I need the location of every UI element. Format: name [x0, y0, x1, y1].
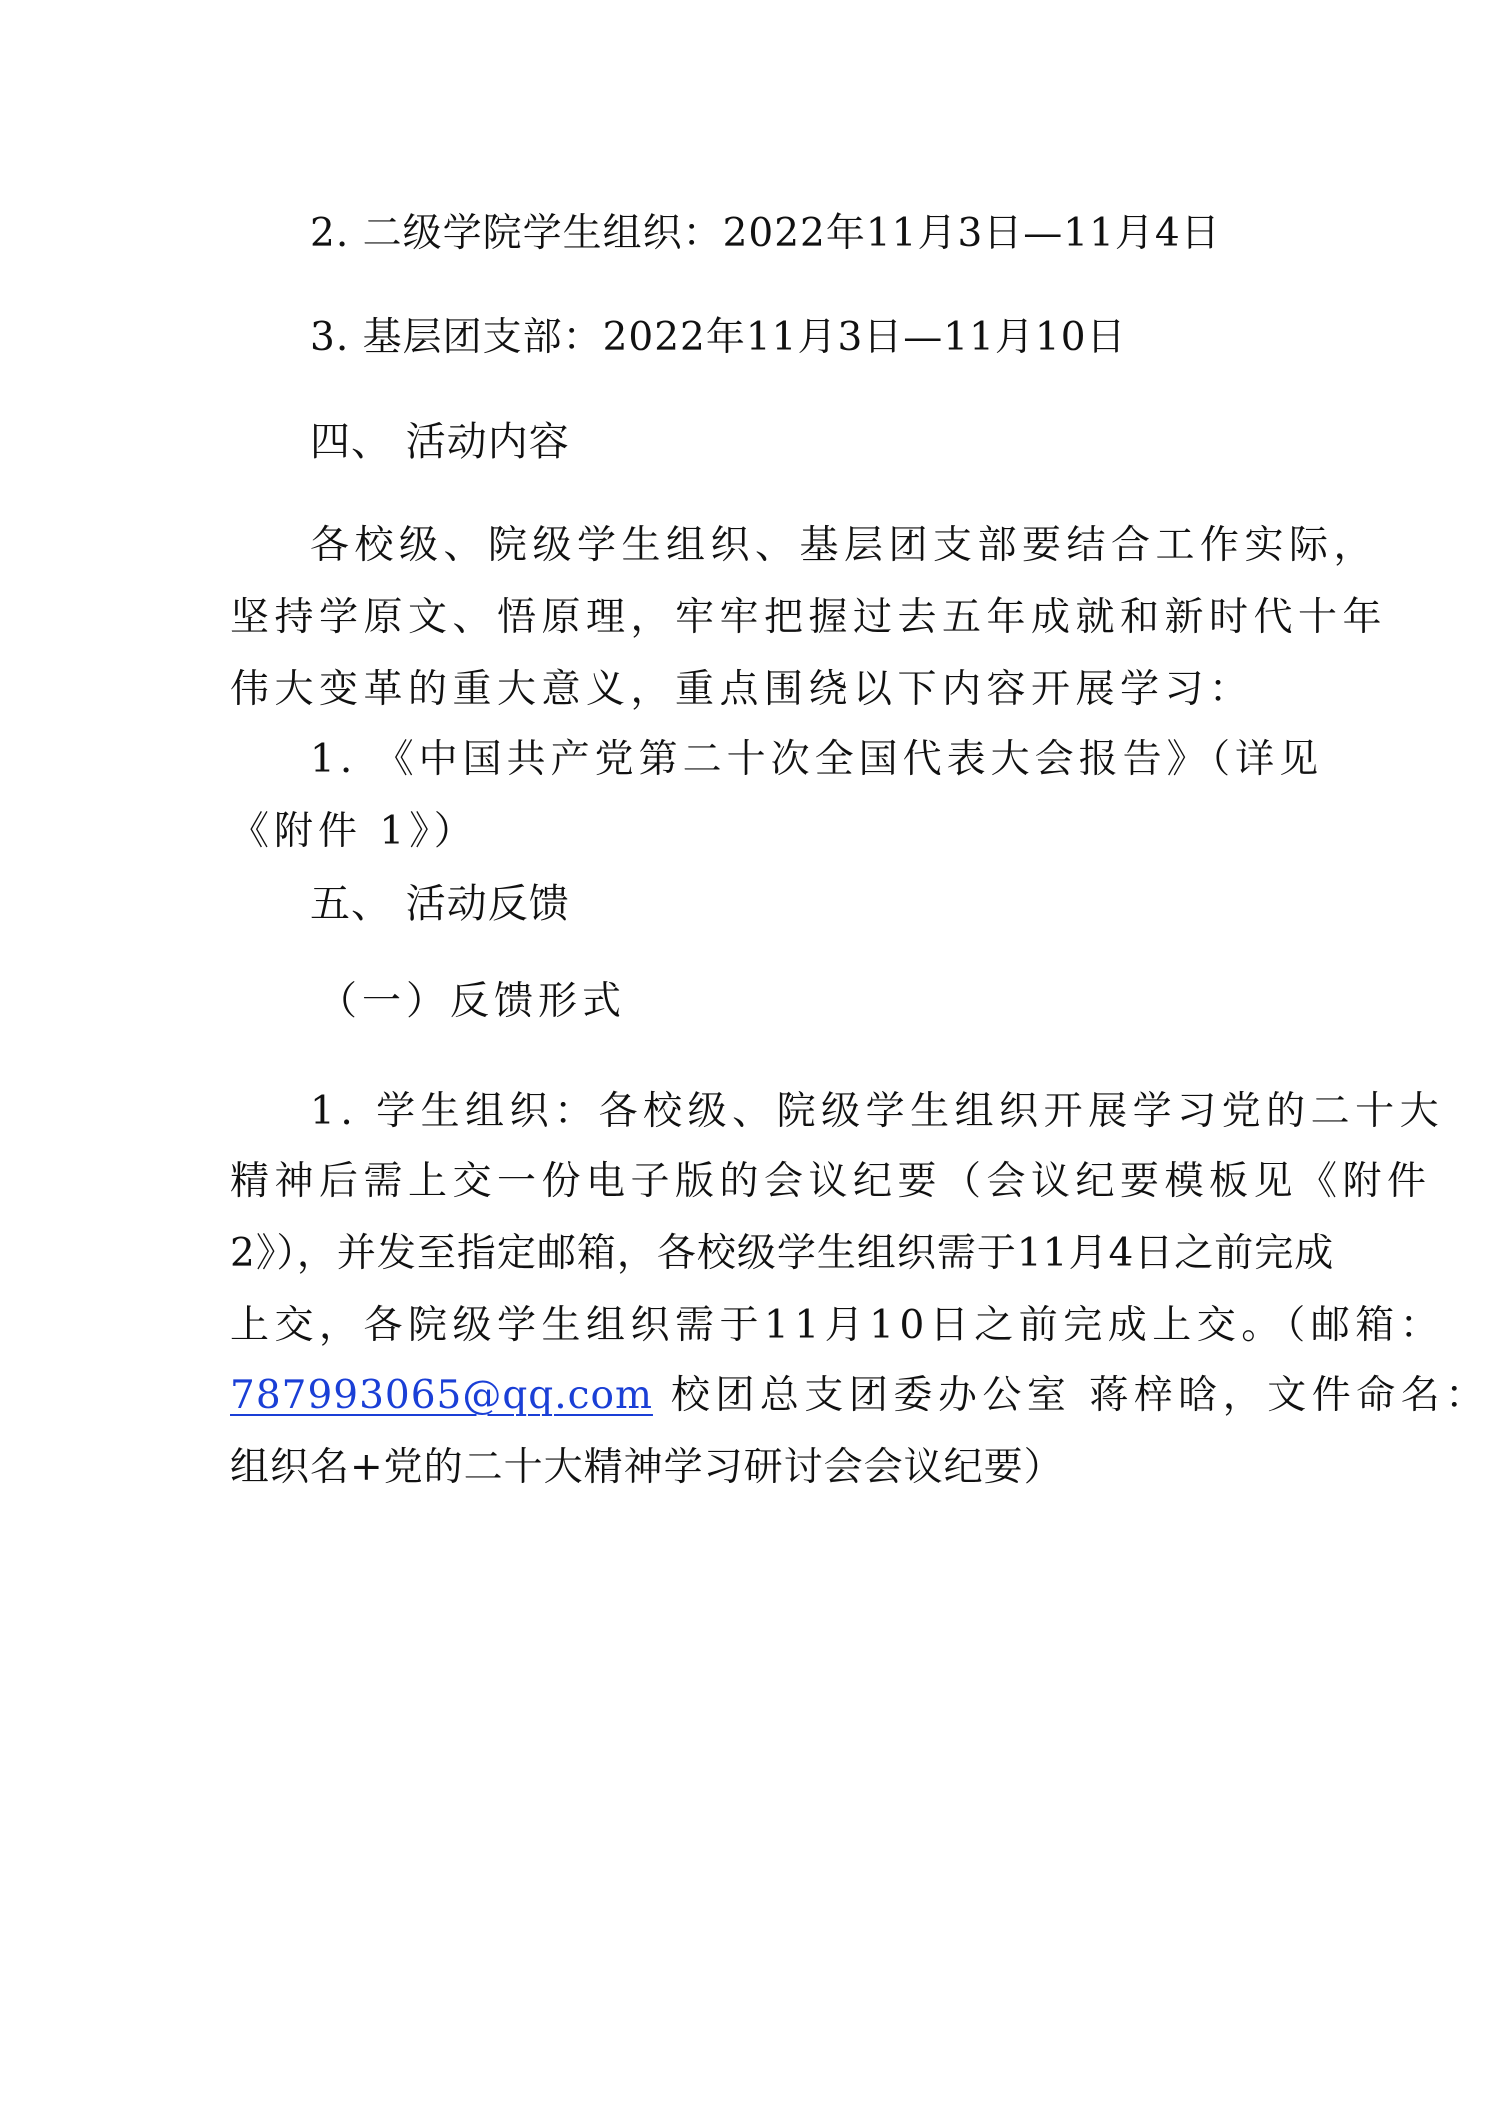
feedback-paragraph-line-3: 2》），并发至指定邮箱，各校级学生组织需于11月4日之前完成	[230, 1231, 1335, 1276]
section-4-paragraph-line-2: 坚持学原文、悟原理，牢牢把握过去五年成就和新时代十年	[230, 595, 1388, 640]
schedule-item-2: 2. 二级学院学生组织：2022年11月3日—11月4日	[310, 211, 1221, 256]
section-4-paragraph-line-3: 伟大变革的重大意义，重点围绕以下内容开展学习：	[230, 667, 1254, 712]
section-4-item-1-line-1: 1. 《中国共产党第二十次全国代表大会报告》（详见	[310, 737, 1324, 782]
section-4-paragraph-line-1: 各校级、院级学生组织、基层团支部要结合工作实际，	[310, 523, 1379, 568]
section-5-heading: 五、 活动反馈	[310, 881, 570, 927]
feedback-paragraph-line-4: 上交，各院级学生组织需于11月10日之前完成上交。（邮箱：	[230, 1303, 1445, 1348]
section-5-subheading: （一）反馈形式	[318, 979, 627, 1024]
feedback-paragraph-line-6: 组织名+党的二十大精神学习研讨会会议纪要）	[230, 1445, 1064, 1490]
schedule-item-3: 3. 基层团支部：2022年11月3日—11月10日	[310, 315, 1127, 360]
feedback-paragraph-line-2: 精神后需上交一份电子版的会议纪要（会议纪要模板见《附件	[230, 1159, 1432, 1204]
section-4-heading: 四、 活动内容	[310, 419, 570, 465]
feedback-paragraph-line-1: 1. 学生组织：各校级、院级学生组织开展学习党的二十大	[310, 1089, 1445, 1134]
feedback-paragraph-line-5	[230, 1370, 1490, 1422]
feedback-line-5-text: 校团总支团委办公室 蒋梓晗，文件命名：	[652, 1373, 1490, 1418]
email-link[interactable]: 787993065@qq.com	[230, 1373, 653, 1418]
section-4-item-1-line-2: 《附件 1》）	[230, 809, 478, 854]
